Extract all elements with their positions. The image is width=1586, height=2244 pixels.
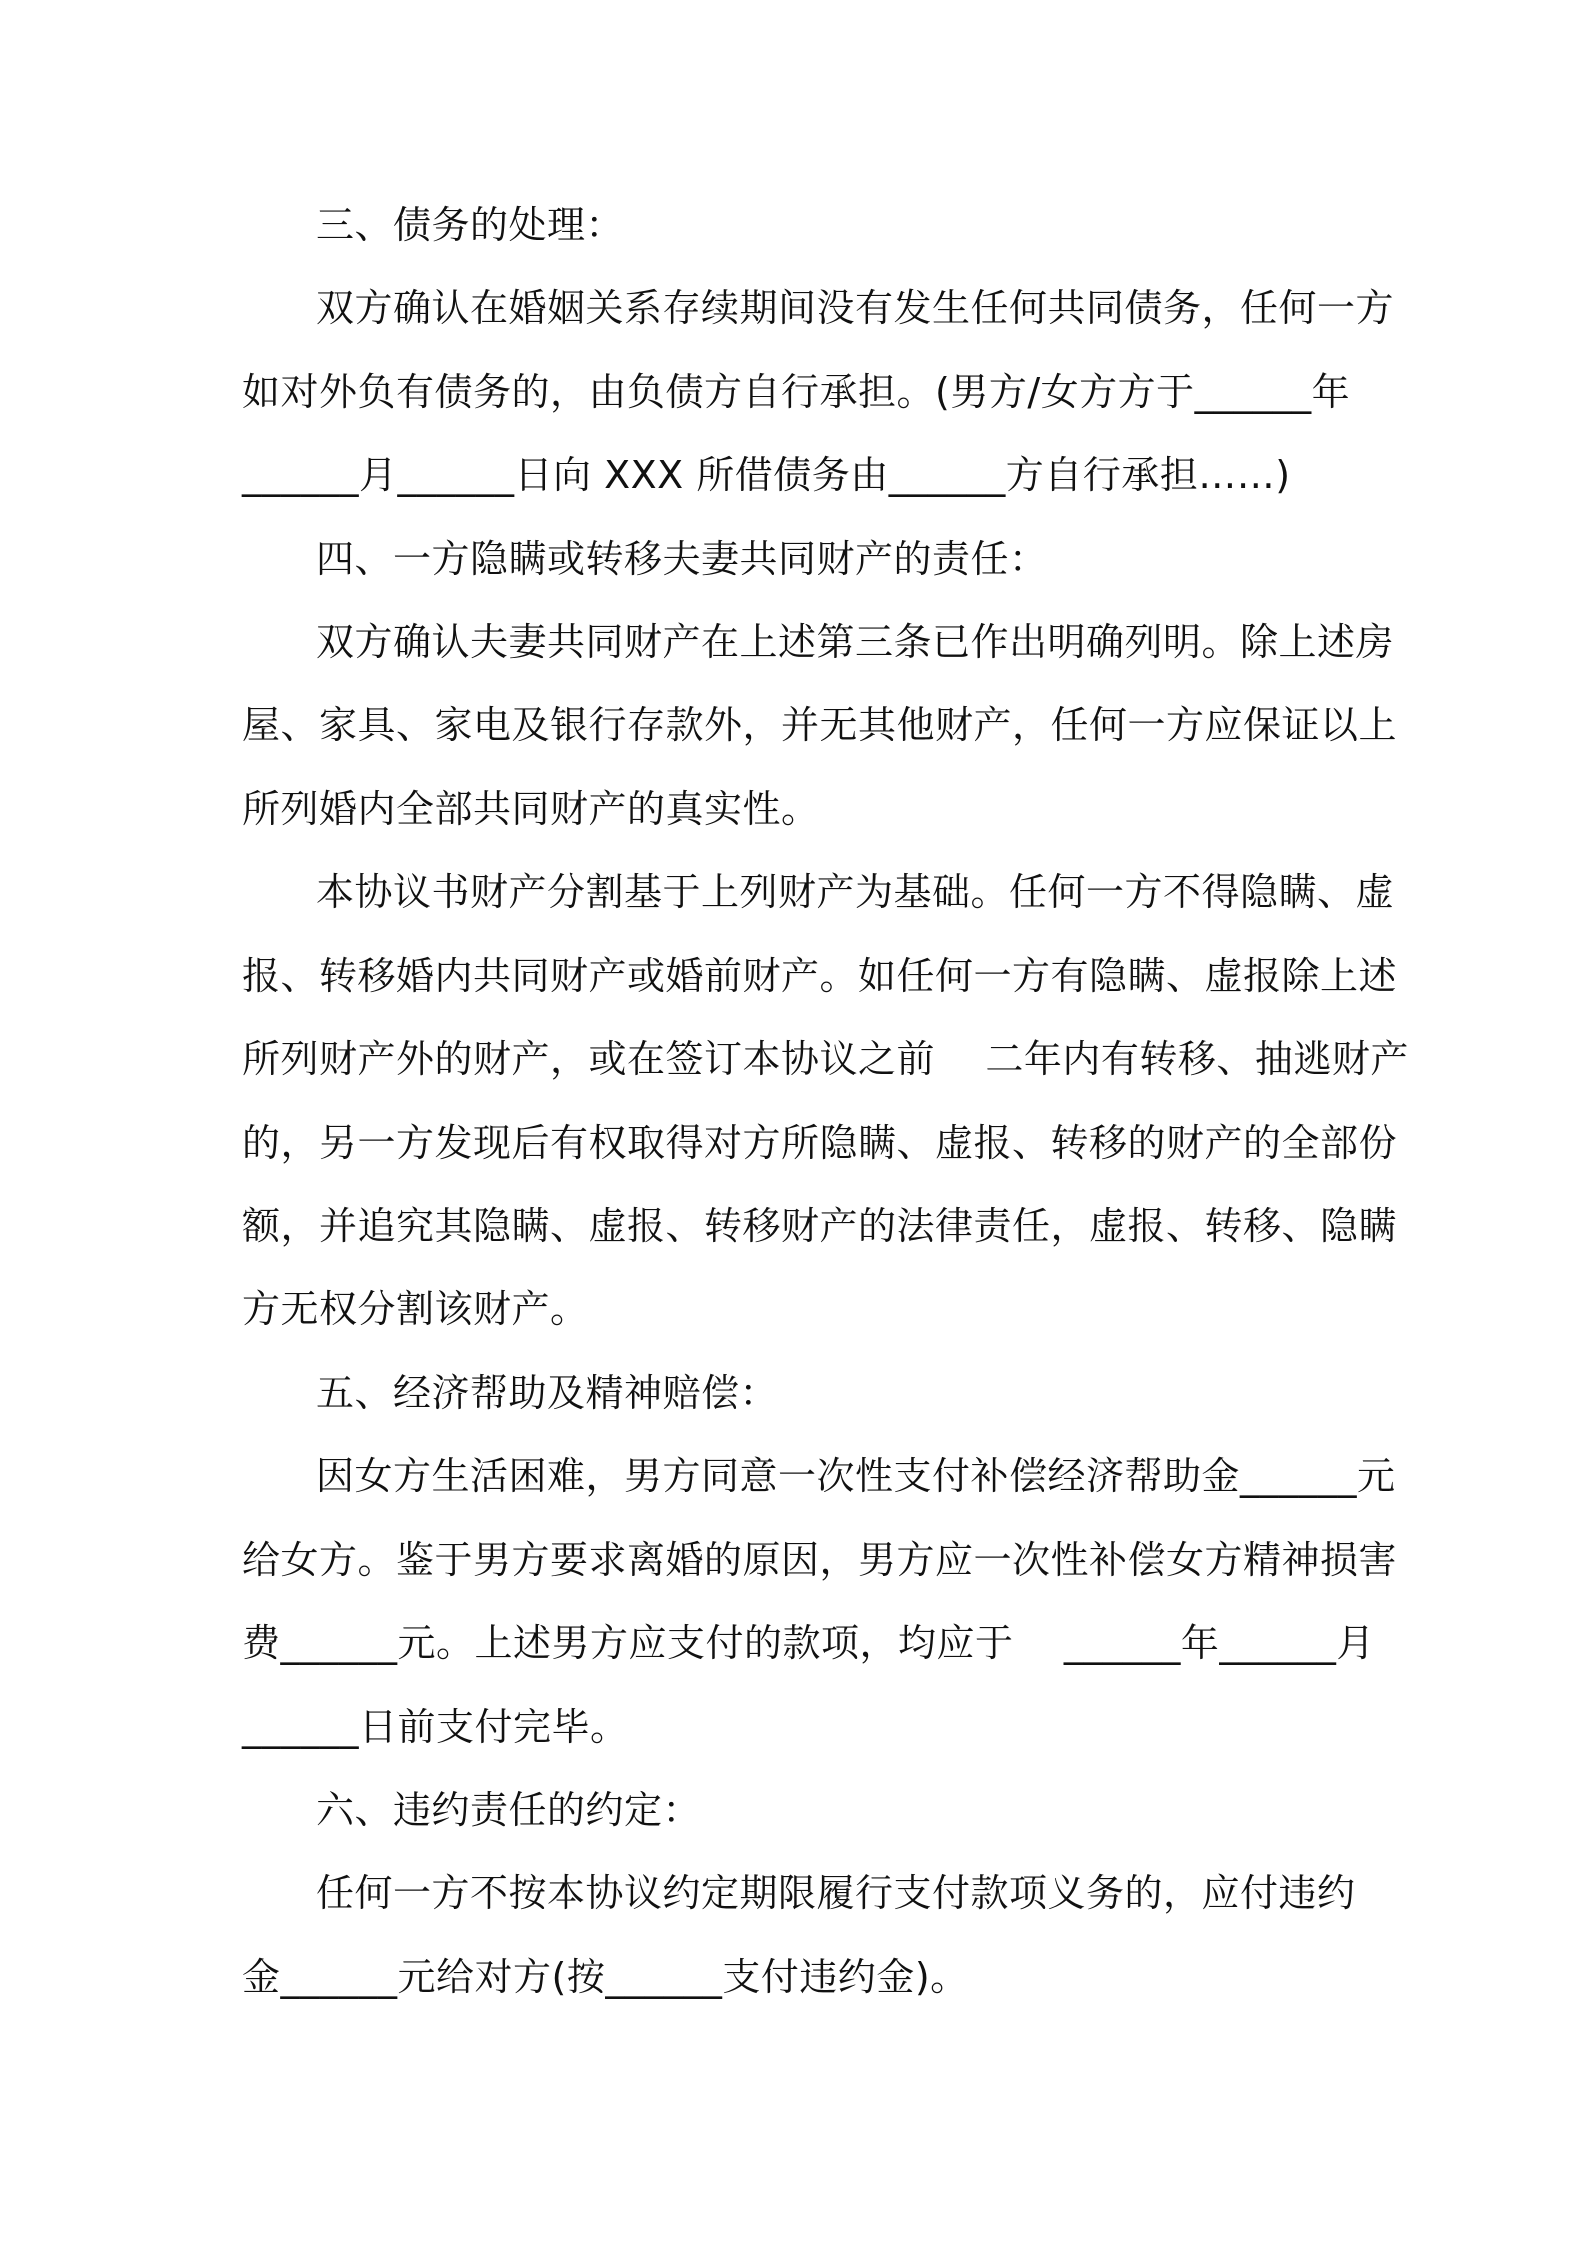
paragraph-breach-line-2: 金______元给对方(按______支付违约金)。 [242,1955,969,1999]
section-heading-concealment: 四、一方隐瞒或转移夫妻共同财产的责任： [316,537,1048,581]
paragraph-division-line-6: 方无权分割该财产。 [242,1287,589,1331]
paragraph-property-line-3: 所列婚内全部共同财产的真实性。 [242,787,820,831]
paragraph-compensation-line-3: 费______元。上述男方应支付的款项，均应于 ______年______月 [242,1621,1375,1665]
paragraph-compensation-line-4: ______日前支付完毕。 [242,1705,629,1749]
paragraph-division-line-5: 额，并追究其隐瞒、虚报、转移财产的法律责任，虚报、转移、隐瞒 [242,1204,1398,1248]
paragraph-property-line-1: 双方确认夫妻共同财产在上述第三条已作出明确列明。除上述房 [316,620,1395,664]
paragraph-property-line-2: 屋、家具、家电及银行存款外，并无其他财产，任何一方应保证以上 [242,703,1398,747]
section-heading-compensation: 五、经济帮助及精神赔偿： [316,1371,779,1415]
paragraph-division-line-4: 的，另一方发现后有权取得对方所隐瞒、虚报、转移的财产的全部份 [242,1121,1398,1165]
paragraph-division-line-1: 本协议书财产分割基于上列财产为基础。任何一方不得隐瞒、虚 [316,870,1395,914]
paragraph-breach-line-1: 任何一方不按本协议约定期限履行支付款项义务的，应付违约 [316,1871,1356,1915]
paragraph-compensation-line-1: 因女方生活困难，男方同意一次性支付补偿经济帮助金______元 [316,1454,1396,1498]
paragraph-division-line-2: 报、转移婚内共同财产或婚前财产。如任何一方有隐瞒、虚报除上述 [242,954,1398,998]
paragraph-compensation-line-2: 给女方。鉴于男方要求离婚的原因，男方应一次性补偿女方精神损害 [242,1538,1398,1582]
paragraph-debts-line-1: 双方确认在婚姻关系存续期间没有发生任何共同债务，任何一方 [316,286,1395,330]
paragraph-debts-line-3: ______月______日向 XXX 所借债务由______方自行承担……) [242,453,1291,497]
paragraph-debts-line-2: 如对外负有债务的，由负债方自行承担。(男方/女方方于______年 [242,370,1351,414]
section-heading-debts: 三、债务的处理： [316,203,625,247]
paragraph-division-line-3: 所列财产外的财产，或在签订本协议之前 二年内有转移、抽逃财产 [242,1037,1409,1081]
section-heading-breach: 六、违约责任的约定： [316,1788,702,1832]
